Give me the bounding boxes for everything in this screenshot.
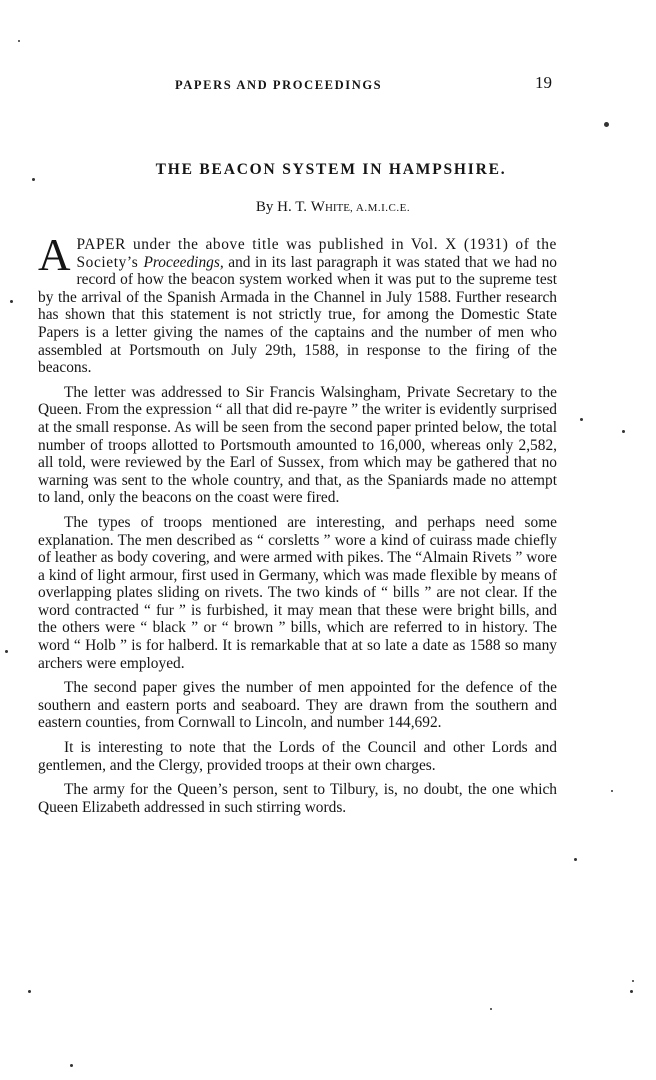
- paragraph-5: It is interesting to note that the Lords of the Council and other Lords and gentlemen, and the Clergy, provided troops at their own charges.: [38, 739, 557, 774]
- author-name: White: [310, 199, 350, 215]
- scan-speck: [70, 1064, 73, 1067]
- article-body: [38, 230, 557, 823]
- scan-speck: [32, 178, 35, 181]
- paragraph-1-text-b: and in its last paragraph it was stated that we had no record of how the beacon system worked when it was put to the supreme test by the arrival of the Spanish Armada in the Channel in July 1588. Further research has shown that this statement is not strictly true, for among the Domestic State Papers is a letter giving the names of the captains and the number of men who assembled at Portsmouth on July 29th, 1588, in response to the firing of the beacons.: [38, 253, 557, 377]
- scan-speck: [632, 980, 634, 982]
- scan-speck: [622, 430, 625, 433]
- scan-speck: [604, 122, 609, 127]
- byline: [0, 199, 656, 216]
- page-number: 19: [535, 73, 552, 92]
- scan-speck: [10, 300, 13, 303]
- scan-speck: [611, 790, 613, 792]
- paragraph-6: The army for the Queen’s person, sent to Tilbury, is, no doubt, the one which Queen Elizabeth addressed in such stirring words.: [38, 781, 557, 816]
- paragraph-1-text-a: PAPER under the above title was published in Vol. X (1931) of the Society’s: [76, 236, 557, 271]
- scan-speck: [574, 858, 577, 861]
- scan-speck: [5, 650, 8, 653]
- proceedings-italic: Proceedings,: [143, 253, 224, 271]
- author-degree: , A.M.I.C.E.: [349, 202, 411, 214]
- scan-speck: [580, 418, 583, 421]
- paragraph-3: The types of troops mentioned are interesting, and perhaps need some explanation. The men described as “ corsletts ” wore a kind of cuirass made chiefly of leather as body covering, and were armed with pikes. The “Almain Rivets ” wore a kind of light armour, first used in Germany, which was made flexible by means of overlapping plates sliding on rivets. The two kinds of “ bills ” are not clear. If the word contracted “ fur ” is furbished, it may mean that these were bright bills, and the others were “ black ” or “ brown ” bills, which are referred to in history. The word “ Holb ” is for halberd. It is remarkable that at so late a date as 1588 so many archers were employed.: [38, 513, 557, 672]
- scan-speck: [490, 1008, 492, 1010]
- byline-prefix: By H. T.: [255, 199, 311, 215]
- paragraph-1: [38, 230, 557, 377]
- scan-speck: [28, 990, 31, 993]
- paragraph-2: The letter was addressed to Sir Francis Walsingham, Private Secretary to the Queen. From the expression “ all that did re-payre ” the writer is evidently surprised at the small response. As will be seen from the second paper printed below, the total number of troops allotted to Portsmouth amounted to 16,000, whereas only 2,582, all told, were reviewed by the Earl of Sussex, from which may be gathered that no warning was sent to the whole country, and that, as the Spaniards made no attempt to land, only the beacons on the coast were fired.: [38, 383, 557, 507]
- paragraph-4: The second paper gives the number of men appointed for the defence of the southern and eastern ports and seaboard. They are drawn from the southern and eastern counties, from Cornwall to Lincoln, and number 144,692.: [38, 679, 557, 732]
- scan-speck: [18, 40, 20, 42]
- scan-speck: [630, 990, 633, 993]
- drop-cap: A: [38, 230, 71, 280]
- article-title: THE BEACON SYSTEM IN HAMPSHIRE.: [155, 161, 507, 178]
- running-header: PAPERS AND PROCEEDINGS: [175, 78, 383, 92]
